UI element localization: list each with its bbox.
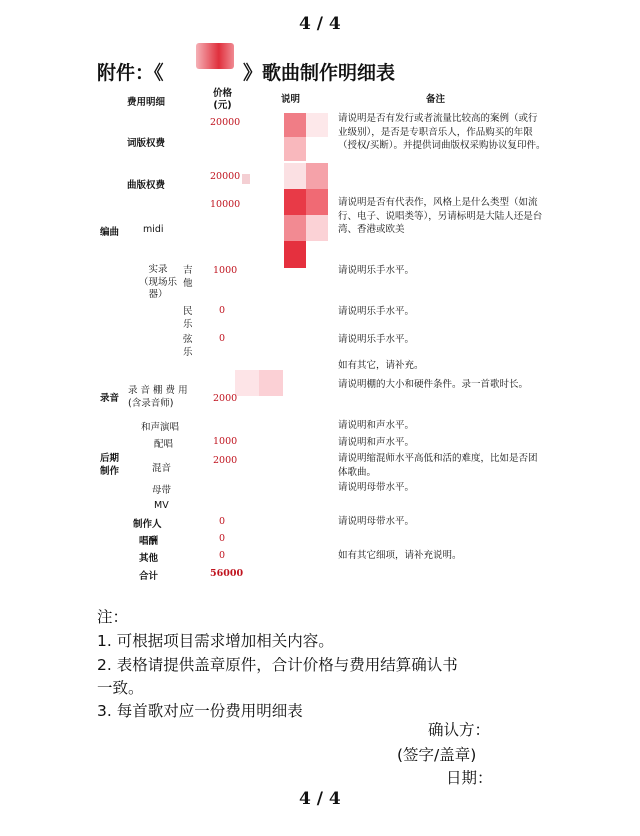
row-total-label: 合计 — [139, 571, 159, 582]
row-master-label: 母带 — [152, 485, 172, 496]
notes-item-2-cont: 一致。 — [97, 679, 144, 697]
row-midi-note: 请说明是否有代表作，风格上是什么类型（如流行、电子、说唱类等），另请标明是大陆人还是台湾、香港或欧美 — [338, 197, 543, 235]
notes-item-3: 3. 每首歌对应一份费用明细表 — [97, 702, 303, 720]
row-studio-label: 录 音 棚 费 用 (含录音师) — [128, 385, 188, 409]
row-harmony-label: 和声演唱 — [141, 422, 180, 433]
row-record-label: 录音 — [100, 393, 120, 404]
row-guitar-note: 请说明乐手水平。 — [338, 265, 415, 276]
row-vocal-note: 请说明和声水平。 — [338, 437, 415, 448]
row-live-label: 实录 （现场乐 器） — [139, 264, 178, 300]
confirm-party: 确认方： — [428, 721, 491, 739]
notes-heading: 注： — [97, 608, 129, 626]
row-mix-note: 请说明缩混师水平高低和活的难度，比如是否团体歌曲。 — [338, 453, 538, 478]
row-vocal-label: 配唱 — [154, 439, 174, 450]
row-lyric-note: 请说明是否有发行或者流量比较高的案例（或行业级别），是否是专职音乐人，作品购买的年限（授权/买断）。并提供词曲版权采购协议复印件。 — [338, 113, 546, 151]
row-other-price: 0 — [219, 550, 226, 561]
row-other-instrument-note: 如有其它，请补充。 — [338, 360, 424, 371]
row-guitar-label: 吉 他 — [183, 265, 193, 289]
row-mix-label: 混音 — [152, 463, 172, 474]
row-vocal-price: 1000 — [213, 436, 238, 447]
redacted-song-name — [196, 43, 234, 69]
row-mv-label: MV — [154, 500, 169, 511]
row-arrange-label: 编曲 — [100, 227, 120, 238]
row-total-price: 56000 — [210, 568, 244, 579]
row-post-label: 后期 制作 — [100, 453, 120, 477]
row-folk-note: 请说明乐手水平。 — [338, 306, 415, 317]
header-remarks: 备注 — [426, 94, 446, 105]
title-left: 附件：《 — [97, 62, 164, 84]
page-number-bottom: 4 / 4 — [299, 789, 341, 809]
row-guitar-price: 1000 — [213, 265, 238, 276]
header-explanation: 说明 — [281, 94, 301, 105]
row-folk-price: 0 — [219, 305, 226, 316]
notes-item-2: 2. 表格请提供盖章原件，合计价格与费用结算确认书 — [97, 656, 458, 674]
row-song-label: 曲版权费 — [127, 180, 166, 191]
row-studio-note: 请说明棚的大小和硬件条件。录一首歌时长。 — [338, 379, 529, 390]
row-master-note: 请说明母带水平。 — [338, 482, 415, 493]
title-right: 》歌曲制作明细表 — [243, 62, 396, 84]
row-string-note: 请说明乐手水平。 — [338, 334, 415, 345]
header-price: 价格 (元) — [213, 88, 233, 111]
row-folk-label: 民 乐 — [183, 306, 193, 330]
row-other-note: 如有其它细项，请补充说明。 — [338, 550, 462, 561]
row-string-price: 0 — [219, 333, 226, 344]
row-midi-price: 10000 — [210, 199, 241, 210]
notes-item-1: 1. 可根据项目需求增加相关内容。 — [97, 632, 334, 650]
row-singer-price: 0 — [219, 533, 226, 544]
confirm-sign: (签字/盖章) — [397, 746, 477, 764]
row-mix-price: 2000 — [213, 455, 238, 466]
row-midi-label: midi — [143, 224, 164, 235]
row-string-label: 弦 乐 — [183, 334, 193, 358]
confirm-date: 日期： — [446, 769, 493, 787]
row-lyric-price: 20000 — [210, 117, 241, 128]
row-other-label: 其他 — [139, 553, 159, 564]
header-cost-detail: 费用明细 — [127, 97, 166, 108]
row-producer-note: 请说明母带水平。 — [338, 516, 415, 527]
row-producer-label: 制作人 — [133, 519, 162, 530]
row-producer-price: 0 — [219, 516, 226, 527]
page-number-top: 4 / 4 — [299, 14, 341, 34]
row-song-price: 20000 — [210, 171, 241, 182]
row-lyric-label: 词版权费 — [127, 138, 166, 149]
row-studio-price: 2000 — [213, 393, 238, 404]
row-harmony-note: 请说明和声水平。 — [338, 420, 415, 431]
row-singer-label: 唱酬 — [139, 536, 159, 547]
